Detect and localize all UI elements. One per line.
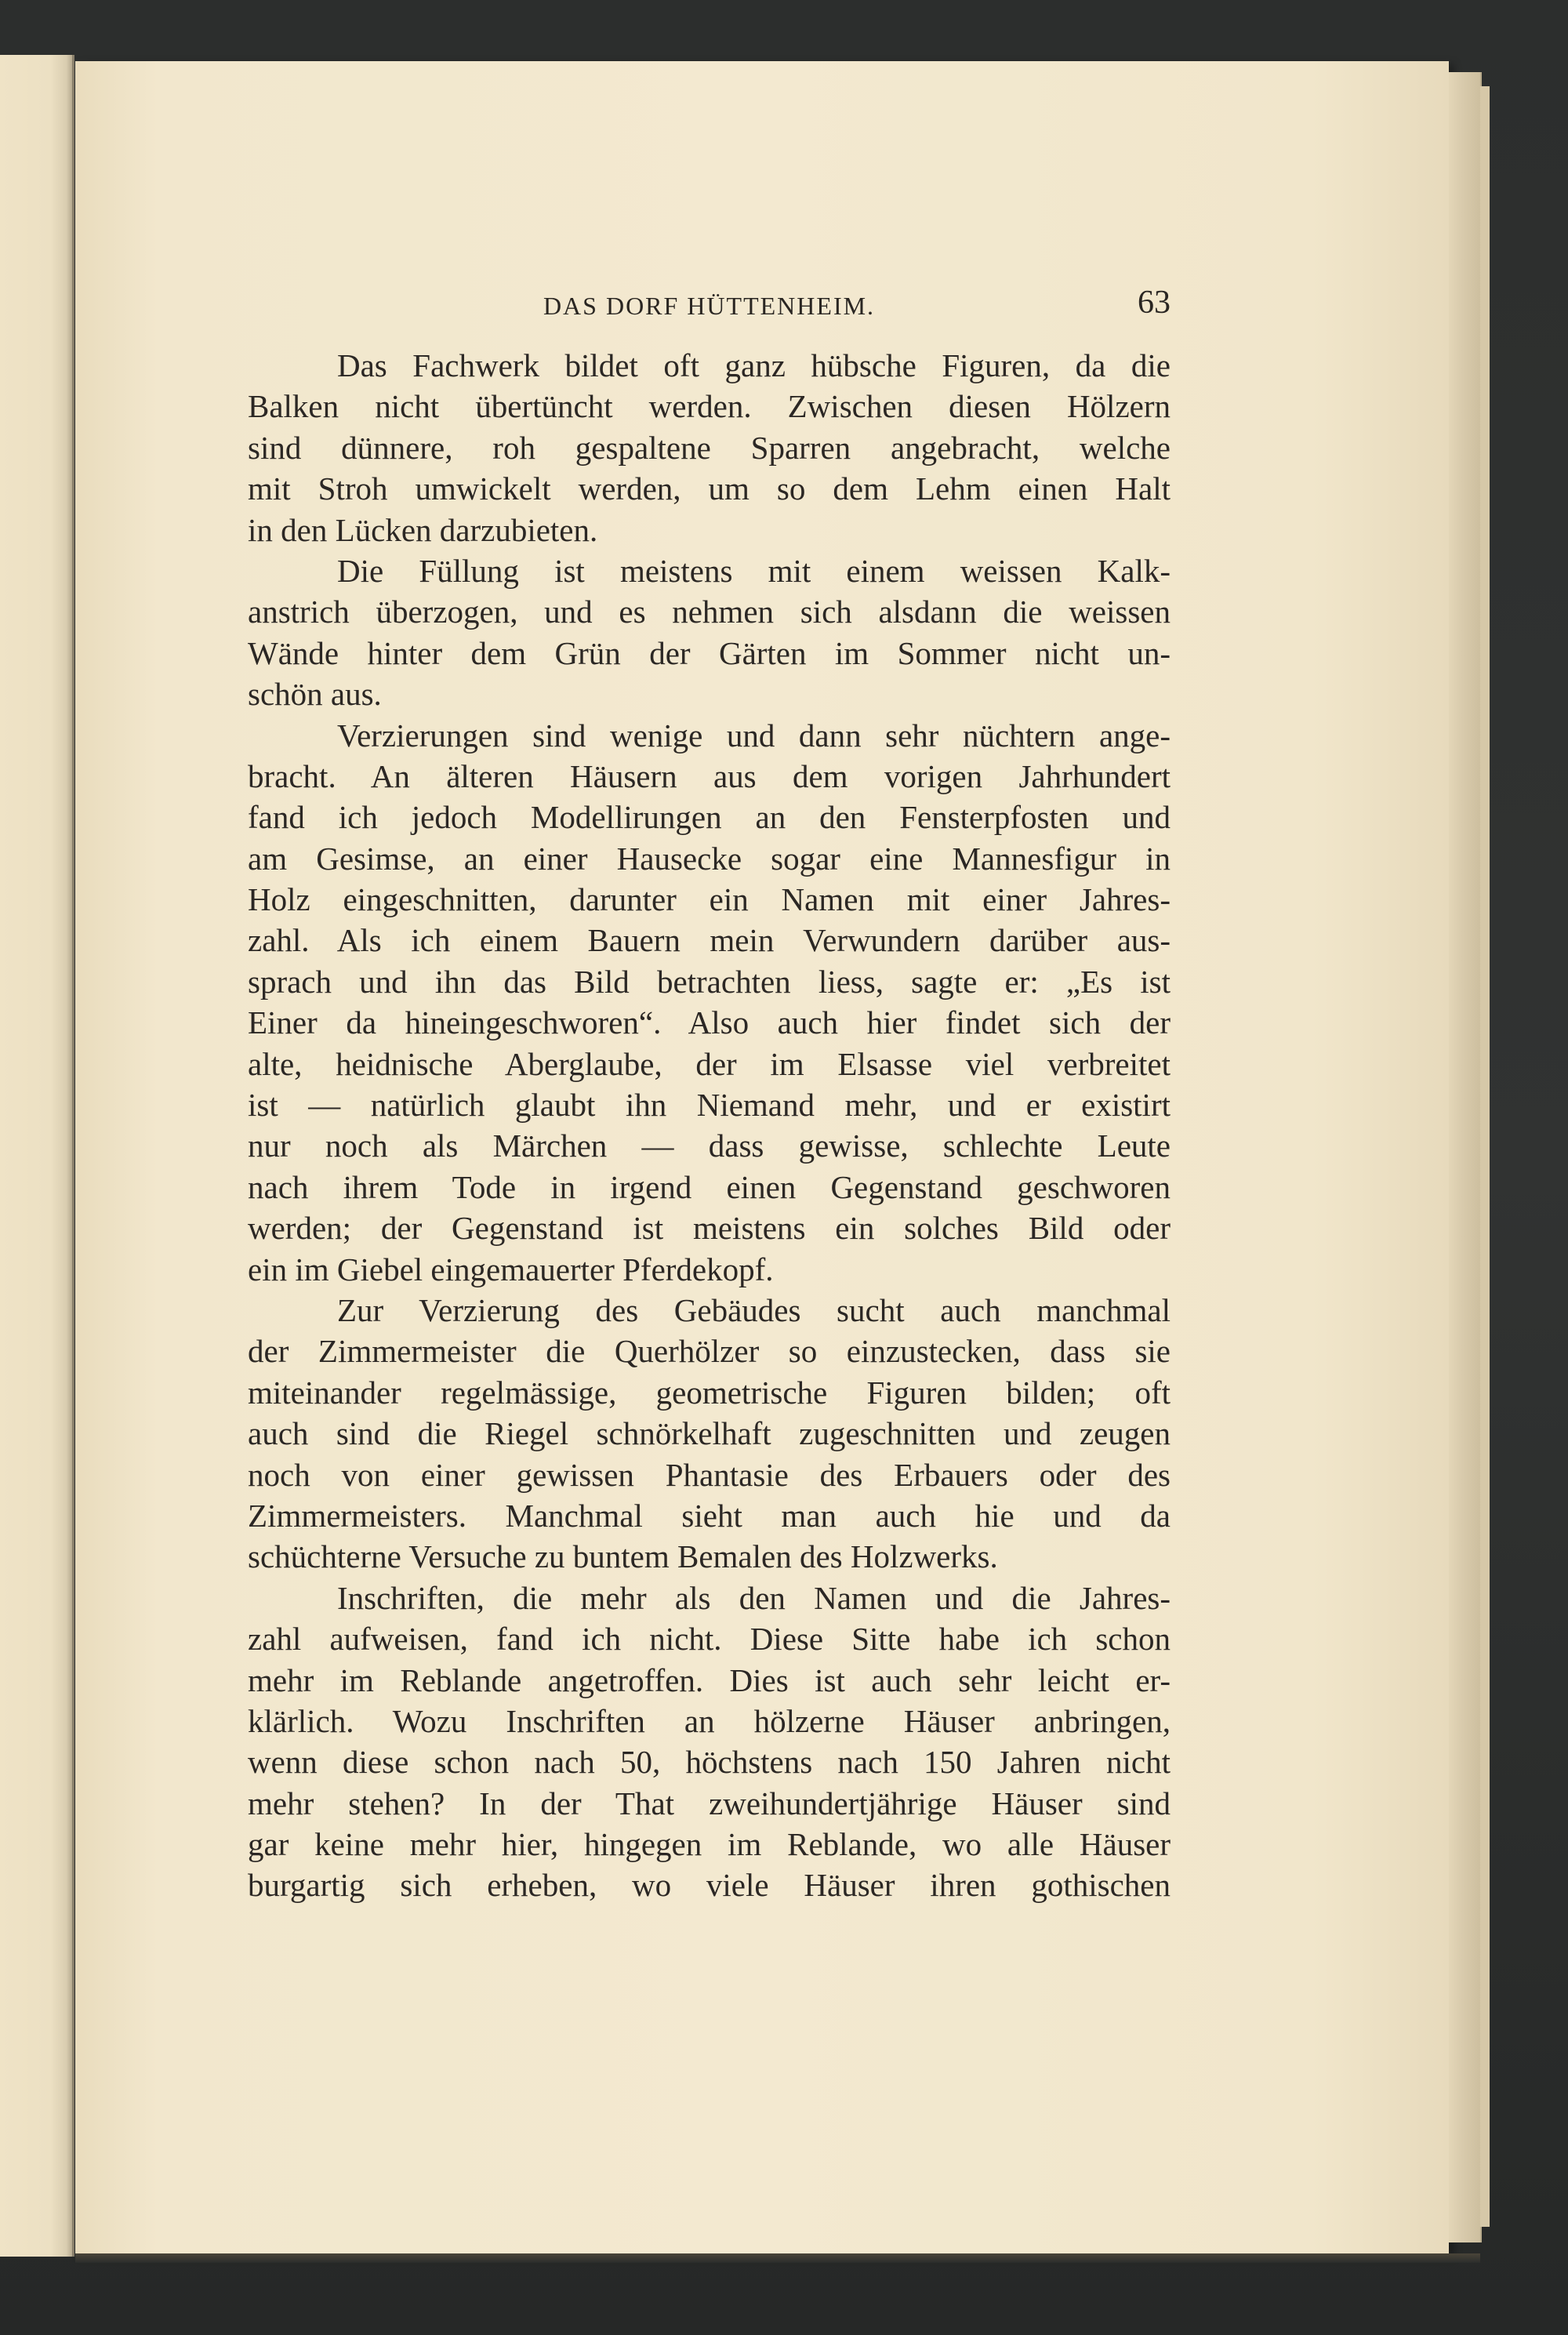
- text-line: in den Lücken darzubieten.: [248, 511, 598, 548]
- text-line: Verzierungen sind wenige und dann sehr nüchtern ange-: [337, 717, 1171, 754]
- text-line: sind dünnere, roh gespaltene Sparren angebracht, welche: [248, 429, 1171, 466]
- text-line: Zimmermeisters. Manchmal sieht man auch hie und da: [248, 1497, 1171, 1534]
- text-line: zahl. Als ich einem Bauern mein Verwundern darüber aus-: [248, 922, 1171, 959]
- text-line: schüchterne Versuche zu buntem Bemalen des Holzwerks.: [248, 1538, 998, 1575]
- text-line: ein im Giebel eingemauerter Pferdekopf.: [248, 1251, 774, 1287]
- text-line: anstrich überzogen, und es nehmen sich alsdann die weissen: [248, 594, 1171, 630]
- page-number: 63: [1138, 285, 1171, 321]
- text-line: Die Füllung ist meistens mit einem weissen Kalk-: [337, 552, 1171, 589]
- text-line: gar keine mehr hier, hingegen im Reblande, wo alle Häuser: [248, 1826, 1171, 1863]
- body-text: [248, 345, 1171, 1906]
- text-line: fand ich jedoch Modellirungen an den Fensterpfosten und: [248, 799, 1171, 836]
- text-line: mehr im Reblande angetroffen. Dies ist auch sehr leicht er-: [248, 1661, 1171, 1698]
- text-line: schön aus.: [248, 676, 382, 713]
- page-stack-edge-outer: [1480, 86, 1490, 2227]
- text-line: noch von einer gewissen Phantasie des Erbauers oder des: [248, 1456, 1171, 1493]
- text-line: der Zimmermeister die Querhölzer so einzustecken, dass sie: [248, 1333, 1171, 1370]
- text-line: klärlich. Wozu Inschriften an hölzerne Häuser anbringen,: [248, 1702, 1171, 1739]
- text-line: mit Stroh umwickelt werden, um so dem Lehm einen Halt: [248, 470, 1171, 507]
- facing-page-edge: [0, 55, 74, 2257]
- text-line: alte, heidnische Aberglaube, der im Elsasse viel verbreitet: [248, 1045, 1171, 1082]
- text-line: Wände hinter dem Grün der Gärten im Sommer nicht un-: [248, 634, 1171, 671]
- text-line: bracht. An älteren Häusern aus dem vorigen Jahrhundert: [248, 757, 1171, 794]
- page-header: [248, 284, 1171, 331]
- text-line: auch sind die Riegel schnörkelhaft zugeschnitten und zeugen: [248, 1415, 1171, 1452]
- text-line: zahl aufweisen, fand ich nicht. Diese Sitte habe ich schon: [248, 1621, 1171, 1658]
- page-bottom-shadow: [75, 2253, 1480, 2263]
- text-line: burgartig sich erheben, wo viele Häuser ihren gothischen: [248, 1867, 1171, 1904]
- text-line: nach ihrem Tode in irgend einen Gegenstand geschworen: [248, 1168, 1171, 1205]
- text-line: sprach und ihn das Bild betrachten liess, sagte er: „Es ist: [248, 963, 1171, 1000]
- text-line: Einer da hineingeschworen“. Also auch hier findet sich der: [248, 1004, 1171, 1041]
- text-line: Balken nicht übertüncht werden. Zwischen diesen Hölzern: [248, 388, 1171, 425]
- page-stack-edge: [1449, 72, 1482, 2242]
- text-line: Zur Verzierung des Gebäudes sucht auch manchmal: [337, 1291, 1171, 1328]
- text-line: miteinander regelmässige, geometrische Figuren bilden; oft: [248, 1374, 1171, 1411]
- text-line: nur noch als Märchen — dass gewisse, schlechte Leute: [248, 1128, 1171, 1164]
- text-line: am Gesimse, an einer Hausecke sogar eine Mannesfigur in: [248, 840, 1171, 877]
- running-title: DAS DORF HÜTTENHEIM.: [543, 292, 876, 320]
- text-line: Das Fachwerk bildet oft ganz hübsche Figuren, da die: [337, 347, 1171, 383]
- text-line: werden; der Gegenstand ist meistens ein solches Bild oder: [248, 1210, 1171, 1247]
- text-line: mehr stehen? In der That zweihundertjährige Häuser sind: [248, 1785, 1171, 1821]
- text-line: ist — natürlich glaubt ihn Niemand mehr, und er existirt: [248, 1087, 1171, 1124]
- text-line: wenn diese schon nach 50, höchstens nach 150 Jahren nicht: [248, 1744, 1171, 1781]
- text-line: Holz eingeschnitten, darunter ein Namen mit einer Jahres-: [248, 881, 1171, 918]
- text-line: Inschriften, die mehr als den Namen und die Jahres-: [337, 1579, 1171, 1616]
